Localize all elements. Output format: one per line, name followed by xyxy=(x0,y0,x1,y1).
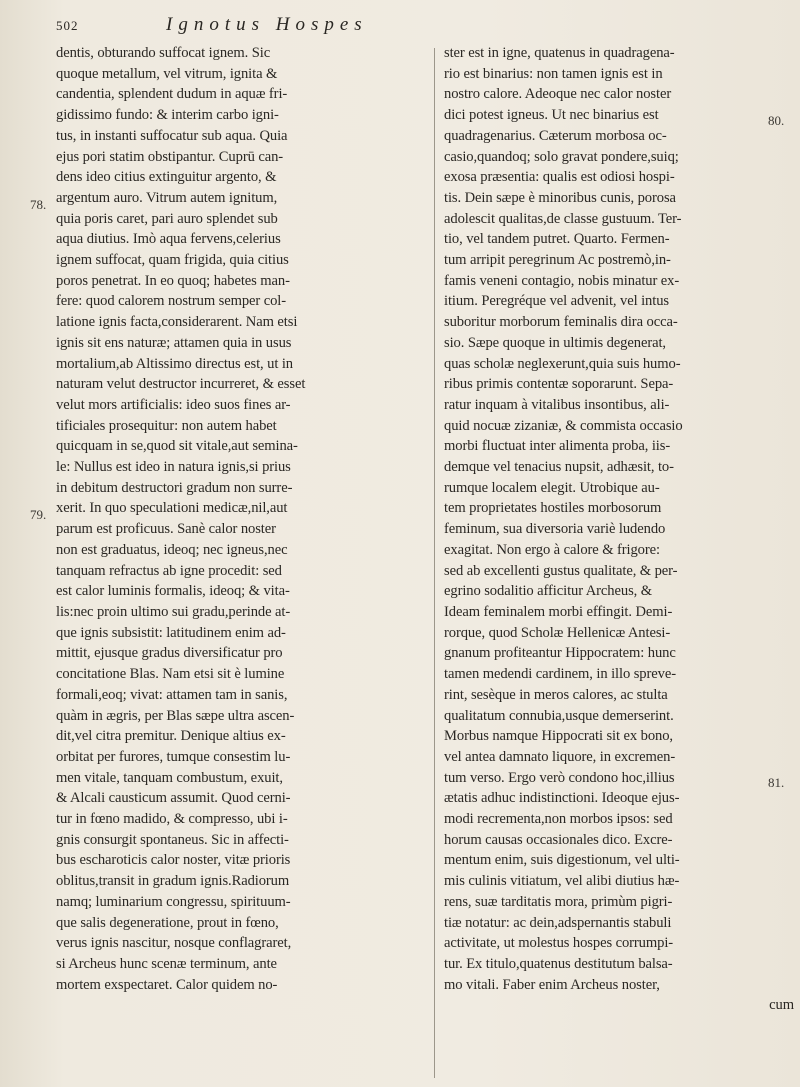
text-line: parum est proficuus. Sanè calor noster xyxy=(56,521,276,538)
text-line: rio est binarius: non tamen ignis est in xyxy=(444,65,663,82)
text-line: verus ignis nascitur, nosque conflagraret, xyxy=(56,935,292,952)
text-line: famis veneni contagio, nobis minatur ex- xyxy=(444,272,680,289)
margin-number: 81. xyxy=(768,775,785,790)
text-line: oblitus,transit in gradum ignis.Radiorum xyxy=(56,873,290,890)
text-line: sio. Sæpe quoque in ultimis degenerat, xyxy=(444,334,666,351)
text-line: latione ignis facta,considerarent. Nam etsi xyxy=(56,314,298,331)
text-line: egrino sodalitio afficitur Archeus, & xyxy=(444,583,652,600)
text-line: gidissimo fundo: & interim carbo igni- xyxy=(56,107,279,124)
text-line: ratur inquam à vitalibus insontibus, ali- xyxy=(444,396,670,413)
text-line: casio,quandoq; solo gravat pondere,suiq; xyxy=(444,148,679,165)
text-line: le: Nullus est ideo in natura ignis,si prius xyxy=(56,459,291,476)
text-line: dit,vel citra premitur. Denique altius ex- xyxy=(56,728,286,745)
margin-number: 79. xyxy=(30,507,47,522)
text-line: rorque, quod Scholæ Hellenicæ Antesi- xyxy=(444,624,671,641)
text-line: quas scholæ neglexerunt,quia suis humo- xyxy=(444,355,681,372)
text-line: que salis degeneratione, prout in fœno, xyxy=(56,914,279,931)
text-line: mortem exspectaret. Calor quidem no- xyxy=(56,976,278,993)
text-line: velut mors artificialis: ideo suos fines ar- xyxy=(56,396,291,413)
text-line: poros penetrat. In eo quoq; habetes man- xyxy=(56,272,290,289)
text-line: rumque localem elegit. Utrobique au- xyxy=(444,479,660,496)
text-line: namq; luminarium congressu, spirituum- xyxy=(56,893,291,910)
text-line: suboritur morborum feminalis dira occa- xyxy=(444,314,678,331)
text-line: demque vel tenacius nupsit, adhæsit, to- xyxy=(444,459,674,476)
text-line: quia poris caret, pari auro splendet sub xyxy=(56,210,278,227)
text-line: ætatis adhuc indistinctioni. Ideoque ejus- xyxy=(444,790,680,807)
text-line: tur. Ex titulo,quatenus destitutum balsa- xyxy=(444,955,673,972)
text-line: tem proprietates hostiles morbosorum xyxy=(444,500,662,517)
text-line: gnanum profiteantur Hippocratem: hunc xyxy=(444,645,676,662)
page-header xyxy=(56,14,790,40)
text-line: que ignis subsistit: latitudinem enim ad- xyxy=(56,624,286,641)
text-line: dentis, obturando suffocat ignem. Sic xyxy=(56,45,271,61)
text-line: mentum enim, suis digestionum, vel ulti- xyxy=(444,852,680,869)
text-line: & Alcali causticum assumit. Quod cerni- xyxy=(56,790,291,807)
text-line: tiæ notatur: ac dein,adspernantis stabuli xyxy=(444,914,672,931)
running-head: Ignotus Hospes xyxy=(166,14,368,35)
text-line: quid nocuæ zizaniæ, & commista occasio xyxy=(444,417,683,434)
text-columns xyxy=(56,43,794,1083)
text-line: quadragenarius. Cæterum morbosa oc- xyxy=(444,127,667,144)
text-line: est calor luminis formalis, ideoq; & vita- xyxy=(56,583,290,600)
text-line: tanquam refractus ab igne procedit: sed xyxy=(56,562,282,579)
text-line: mortalium,ab Altissimo directus est, ut in xyxy=(56,355,293,372)
text-line: si Archeus hunc scenæ terminum, ante xyxy=(56,955,277,972)
text-line: itium. Peregréque vel advenit, vel intus xyxy=(444,293,669,310)
text-line: Ideam feminalem morbi effingit. Demi- xyxy=(444,603,673,620)
text-line: activitate, ut molestus hospes corrumpi- xyxy=(444,935,674,952)
text-line: bus escharoticis calor noster, vitæ prioris xyxy=(56,852,291,869)
text-line: in debitum destructori gradum non surre- xyxy=(56,479,293,496)
text-line: dici potest igneus. Ut nec binarius est xyxy=(444,107,659,124)
catchword: cum xyxy=(769,997,794,1014)
text-line: tum arripit peregrinum Ac postremò,in- xyxy=(444,252,671,269)
text-line: ignem suffocat, quam frigida, quia citius xyxy=(56,252,289,269)
text-line: vel antea damnato liquore, in excremen- xyxy=(444,748,676,765)
margin-number: 80. xyxy=(768,113,785,128)
text-line: men vitale, tanquam combustum, exuit, xyxy=(56,769,283,786)
text-line: tus, in instanti suffocatur sub aqua. Quia xyxy=(56,127,288,144)
text-line: orbitat per furores, tumque consestim lu- xyxy=(56,748,291,765)
text-line: lis:nec proin ultimo sui gradu,perinde at- xyxy=(56,603,291,620)
text-line: nostro calore. Adeoque nec calor noster xyxy=(444,86,672,103)
text-line: quicquam in se,quod sit vitale,aut semina- xyxy=(56,438,298,455)
text-line: tur in fœno madido, & compresso, ubi i- xyxy=(56,811,288,828)
text-line: modi recrementa,non morbos ipsos: sed xyxy=(444,811,673,828)
text-line: mittit, ejusque gradus diversificatur pro xyxy=(56,645,283,662)
text-line: ribus primis contentæ soporarunt. Sepa- xyxy=(444,376,674,393)
text-line: candentia, splendent dudum in aquæ fri- xyxy=(56,86,288,103)
text-line: naturam velut destructor incurreret, & esset xyxy=(56,376,306,393)
text-line: xerit. In quo speculationi medicæ,nil,aut xyxy=(56,500,288,517)
text-line: quàm in ægris, per Blas sæpe ultra ascen- xyxy=(56,707,295,724)
text-line: sed ab excellenti gustus qualitate, & per- xyxy=(444,562,678,579)
text-line: mo vitali. Faber enim Archeus noster, xyxy=(444,976,660,993)
text-line: morbi fluctuat inter alimenta proba, iis- xyxy=(444,438,671,455)
text-line: tum verso. Ergo verò condono hoc,illius xyxy=(444,769,675,786)
text-line: ignis sit ens naturæ; attamen quia in usus xyxy=(56,334,292,351)
text-line: tificiales prosequitur: non autem habet xyxy=(56,417,277,434)
text-line: gnis consurgit spontaneus. Sic in affecti- xyxy=(56,831,289,848)
right-column xyxy=(444,43,794,1016)
page-number: 502 xyxy=(56,18,79,33)
text-line: rint, sesèque in meros calores, ac stulta xyxy=(444,686,668,703)
text-line: Morbus namque Hippocrati sit ex bono, xyxy=(444,728,673,745)
text-line: tis. Dein sæpe è minoribus cunis, porosa xyxy=(444,189,676,206)
margin-number: 78. xyxy=(30,197,47,212)
text-line: dens ideo citius extinguitur argento, & xyxy=(56,169,277,186)
text-line: mis culinis vitiatum, vel alibi diutius hæ- xyxy=(444,873,680,890)
text-line: non est graduatus, ideoq; nec igneus,nec xyxy=(56,541,288,558)
text-line: quoque metallum, vel vitrum, ignita & xyxy=(56,65,278,82)
text-line: aqua diutius. Imò aqua fervens,celerius xyxy=(56,231,281,248)
text-line: rens, suæ tarditatis mora, primùm pigri- xyxy=(444,893,673,910)
text-line: ster est in igne, quatenus in quadragena- xyxy=(444,45,675,61)
text-line: ejus pori statim obstipantur. Cuprū can- xyxy=(56,148,284,165)
text-line: formali,eoq; vivat: attamen tam in sanis, xyxy=(56,686,288,703)
text-line: qualitatum connubia,usque demerserint. xyxy=(444,707,674,724)
text-line: exosa præsentia: qualis est odiosi hospi- xyxy=(444,169,675,186)
text-line: adolescit qualitas,de classe gustuum. Ter- xyxy=(444,210,682,227)
text-line: argentum auro. Vitrum autem ignitum, xyxy=(56,189,278,206)
left-column xyxy=(56,43,406,995)
text-line: fere: quod calorem nostrum semper col- xyxy=(56,293,287,310)
text-line: concitatione Blas. Nam etsi sit è lumine xyxy=(56,666,285,683)
text-line: tamen medendi cardinem, in illo spreve- xyxy=(444,666,676,683)
text-line: exagitat. Non ergo à calore & frigore: xyxy=(444,541,660,558)
text-line: feminum, sua diversoria variè ludendo xyxy=(444,521,666,538)
text-line: tio, vel tandem putret. Quarto. Fermen- xyxy=(444,231,670,248)
text-line: horum causas occasionales dico. Excre- xyxy=(444,831,673,848)
